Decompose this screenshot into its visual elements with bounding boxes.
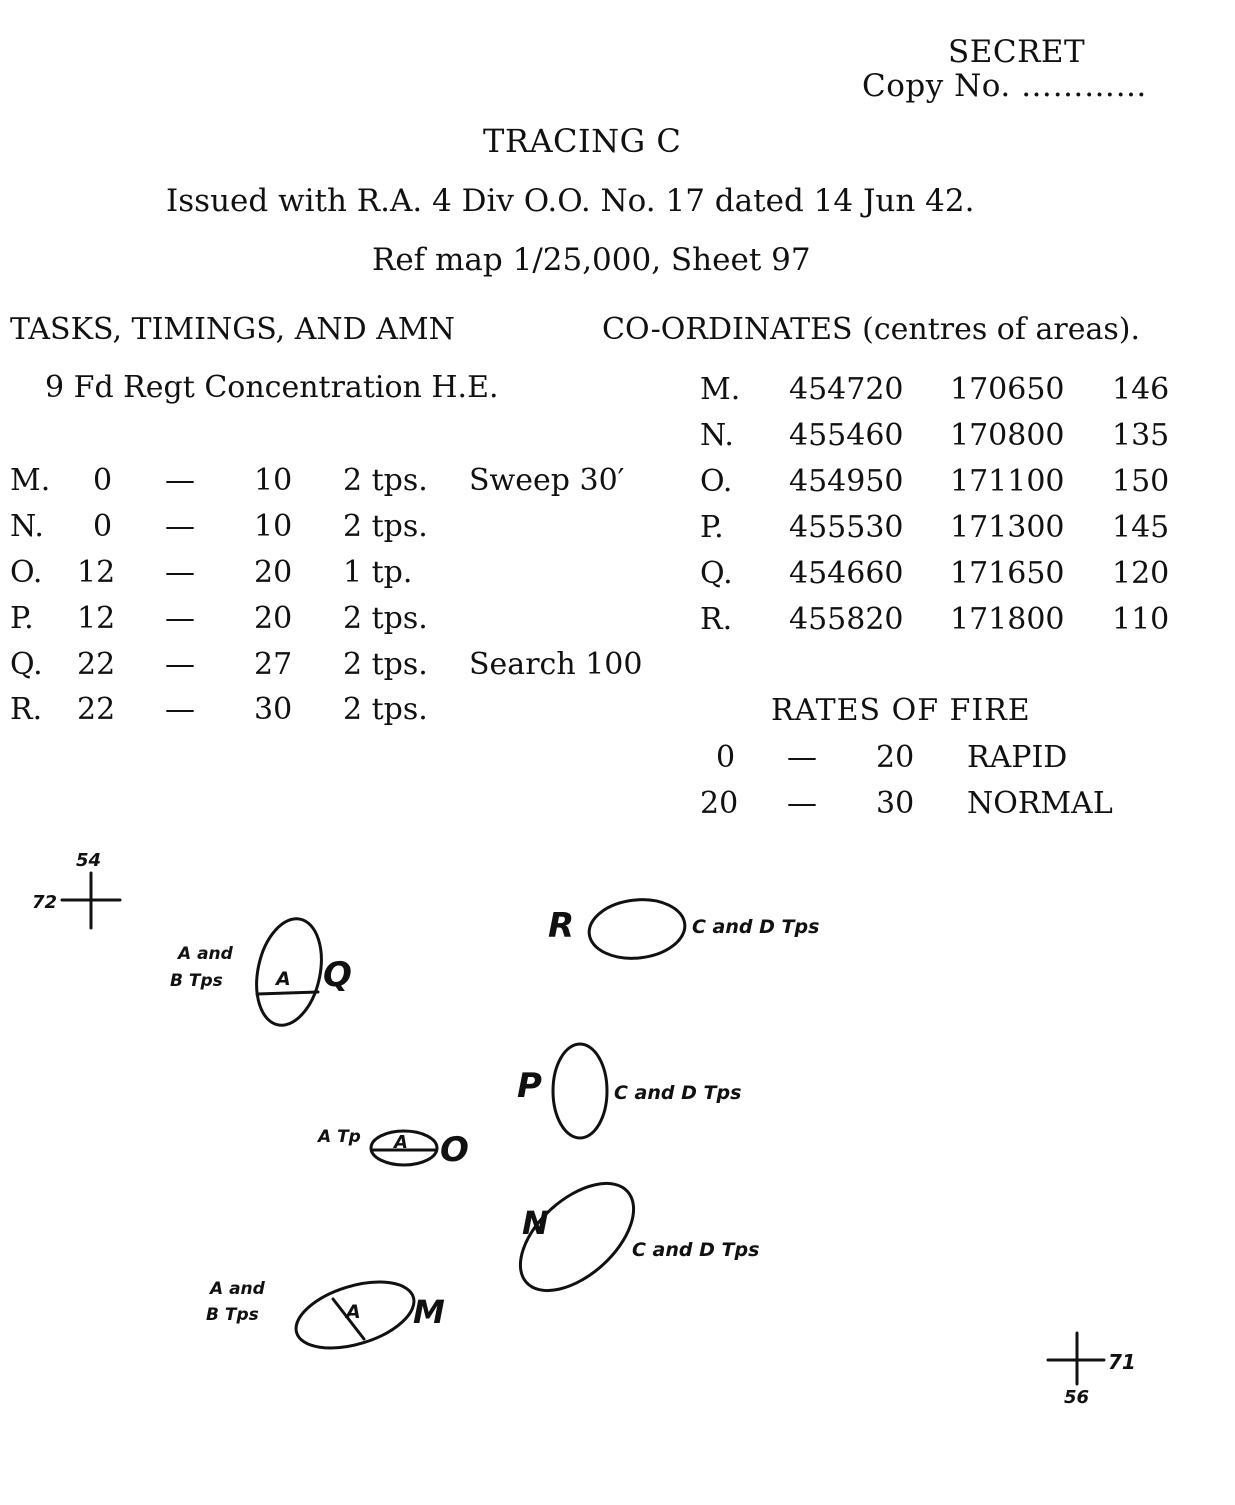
tasks-subheading: 9 Fd Regt Concentration H.E. (45, 370, 499, 405)
coord-northing: 171650 (950, 556, 1065, 591)
task-start: 22 (77, 647, 116, 682)
task-start: 0 (93, 463, 113, 498)
task-end: 20 (254, 601, 293, 636)
coord-height: 135 (1112, 418, 1170, 453)
coord-northing: 170800 (950, 418, 1065, 453)
area-r-ellipse (586, 895, 688, 963)
task-amn: 2 tps. (343, 647, 428, 682)
task-dash: — (165, 601, 195, 636)
area-p-label: P (517, 1066, 542, 1106)
coord-target: M. (700, 372, 741, 407)
grid-northing-72: 72 (32, 892, 58, 913)
area-r-tps: C and D Tps (692, 916, 820, 938)
area-q-divider (257, 992, 318, 994)
coord-target: Q. (700, 556, 733, 591)
task-end: 10 (254, 463, 293, 498)
coord-northing: 171300 (950, 510, 1065, 545)
coord-height: 150 (1112, 464, 1170, 499)
area-q-tps-line1: A and (178, 944, 233, 964)
task-end: 27 (254, 647, 293, 682)
area-n-tps: C and D Tps (632, 1239, 760, 1261)
rates-heading: RATES OF FIRE (771, 693, 1031, 728)
coord-height: 145 (1112, 510, 1170, 545)
grid-easting-54: 54 (76, 850, 102, 871)
task-dash: — (165, 463, 195, 498)
area-q-inner: A (276, 968, 291, 990)
coord-easting: 455460 (789, 418, 904, 453)
task-start: 22 (77, 692, 116, 727)
task-dash: — (165, 555, 195, 590)
area-m-tps-line1: A and (210, 1279, 265, 1299)
task-end: 30 (254, 692, 293, 727)
coord-height: 120 (1112, 556, 1170, 591)
task-dash: — (165, 647, 195, 682)
document-title: TRACING C (483, 122, 682, 160)
coord-target: O. (700, 464, 733, 499)
rate-label: NORMAL (967, 786, 1113, 821)
area-o-label: O (440, 1130, 469, 1170)
rate-label: RAPID (967, 740, 1068, 775)
issued-line: Issued with R.A. 4 Div O.O. No. 17 dated 14 Jun 42. (166, 183, 975, 219)
coord-northing: 171100 (950, 464, 1065, 499)
task-amn: 2 tps. (343, 601, 428, 636)
area-m-label: M (413, 1293, 445, 1331)
rate-to: 30 (876, 786, 915, 821)
task-dash: — (165, 509, 195, 544)
grid-northing-71: 71 (1108, 1350, 1136, 1374)
rate-dash: — (787, 786, 817, 821)
area-o-tps: A Tp (318, 1127, 361, 1147)
area-p-tps: C and D Tps (614, 1082, 742, 1104)
task-target: M. (10, 463, 51, 498)
area-m-inner: A (346, 1301, 361, 1323)
task-amn: 2 tps. (343, 463, 428, 498)
coordinates-heading: CO-ORDINATES (centres of areas). (602, 312, 1141, 347)
task-target: Q. (10, 647, 43, 682)
task-amn: 2 tps. (343, 692, 428, 727)
task-start: 12 (77, 601, 116, 636)
rate-from: 20 (700, 786, 739, 821)
coord-easting: 454720 (789, 372, 904, 407)
area-p-ellipse (553, 1044, 607, 1138)
grid-easting-56: 56 (1064, 1387, 1090, 1408)
coord-height: 146 (1112, 372, 1170, 407)
area-o-inner: A (394, 1132, 408, 1153)
task-note: Sweep 30′ (469, 463, 625, 498)
coord-easting: 455530 (789, 510, 904, 545)
coord-easting: 454660 (789, 556, 904, 591)
task-end: 10 (254, 509, 293, 544)
coord-northing: 171800 (950, 602, 1065, 637)
area-q-tps-line2: B Tps (170, 971, 223, 991)
area-r-label: R (548, 906, 575, 946)
area-m-tps-line2: B Tps (206, 1305, 259, 1325)
task-start: 0 (93, 509, 113, 544)
coord-easting: 454950 (789, 464, 904, 499)
coord-height: 110 (1112, 602, 1170, 637)
task-note: Search 100 (469, 647, 643, 682)
task-target: P. (10, 601, 34, 636)
tasks-heading: TASKS, TIMINGS, AND AMN (10, 312, 455, 347)
task-target: O. (10, 555, 43, 590)
task-end: 20 (254, 555, 293, 590)
rate-to: 20 (876, 740, 915, 775)
area-q-label: Q (323, 955, 352, 995)
coord-target: N. (700, 418, 734, 453)
ref-map-line: Ref map 1/25,000, Sheet 97 (372, 242, 811, 278)
task-dash: — (165, 692, 195, 727)
coord-target: R. (700, 602, 733, 637)
rate-dash: — (787, 740, 817, 775)
coord-easting: 455820 (789, 602, 904, 637)
task-start: 12 (77, 555, 116, 590)
task-amn: 2 tps. (343, 509, 428, 544)
area-n-label: N (522, 1204, 549, 1242)
task-target: N. (10, 509, 44, 544)
coord-northing: 170650 (950, 372, 1065, 407)
rate-from: 0 (716, 740, 736, 775)
copy-number: Copy No. ………… (862, 68, 1148, 104)
task-target: R. (10, 692, 43, 727)
task-amn: 1 tp. (343, 555, 413, 590)
coord-target: P. (700, 510, 724, 545)
classification-label: SECRET (948, 34, 1086, 70)
